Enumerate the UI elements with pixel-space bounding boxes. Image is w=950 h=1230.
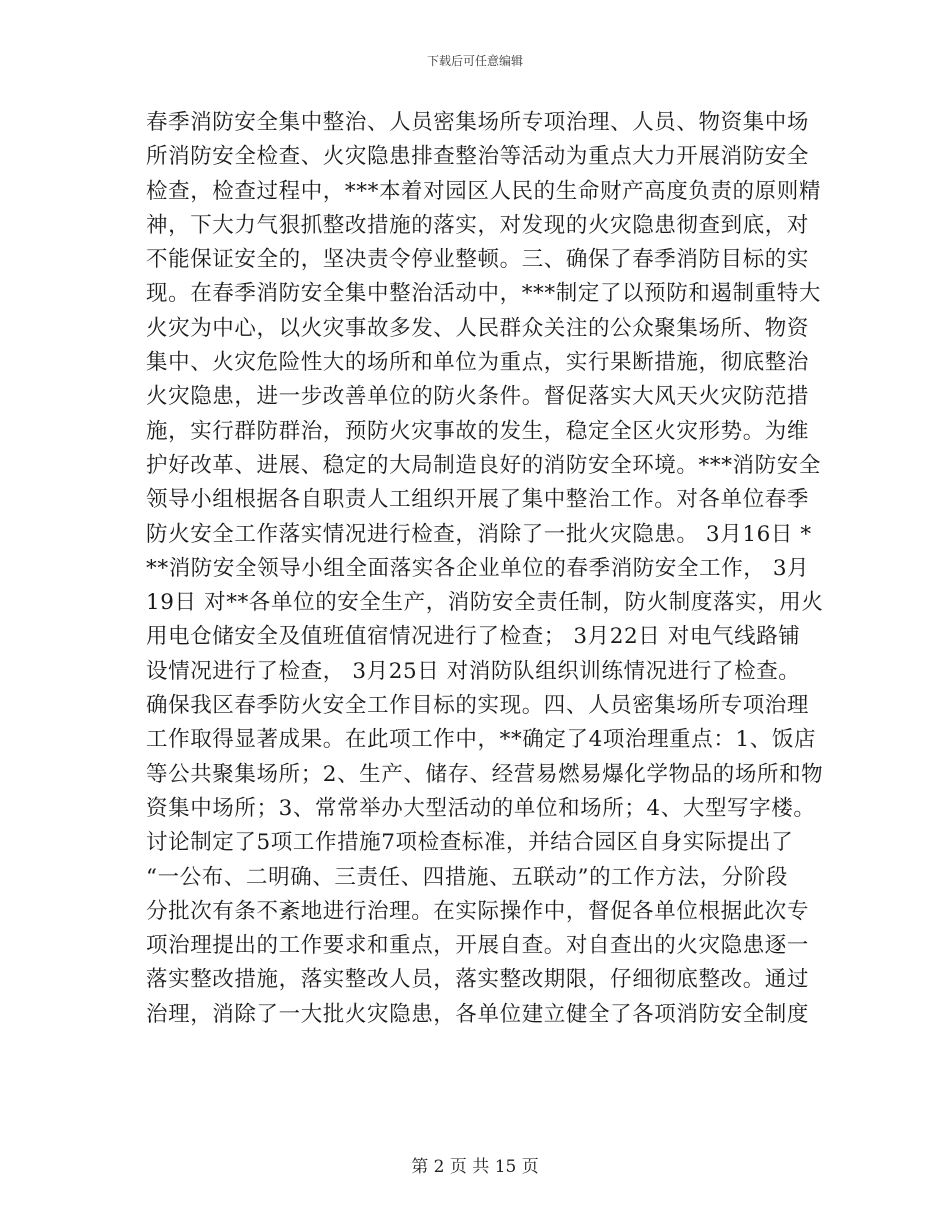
body-line-12: 领导小组根据各自职责人工组织开展了集中整治工作。对各单位春季 — [146, 487, 810, 513]
body-line-6: 现。在春季消防安全集中整治活动中，***制定了以预防和遏制重特大 — [146, 281, 821, 307]
body-line-16: 用电仓储安全及值班值宿情况进行了检查； 3月22日 对电气线路铺 — [146, 624, 801, 650]
body-line-10: 施，实行群防群治，预防火灾事故的发生，稳定全区火灾形势。为维 — [146, 418, 810, 444]
document-body — [146, 106, 824, 1032]
body-line-11: 护好改革、进展、稳定的大局制造良好的消防安全环境。***消防安全 — [146, 452, 821, 478]
body-line-26: 落实整改措施，落实整改人员，落实整改期限，仔细彻底整改。通过 — [146, 967, 810, 993]
body-line-5: 不能保证安全的，坚决责令停业整顿。三、确保了春季消防目标的实 — [146, 247, 810, 273]
body-line-22: 讨论制定了5项工作措施7项检查标准，并结合园区自身实际提出了 — [146, 830, 794, 856]
body-line-19: 工作取得显著成果。在此项工作中，**确定了4项治理重点：1、饭店 — [146, 727, 817, 753]
body-line-20: 等公共聚集场所；2、生产、储存、经营易燃易爆化学物品的场所和物 — [146, 761, 824, 787]
body-line-8: 集中、火灾危险性大的场所和单位为重点，实行果断措施，彻底整治 — [146, 350, 810, 376]
page-number-footer: 第 2 页 共 15 页 — [411, 1157, 539, 1177]
body-line-15: 19日 对**各单位的安全生产，消防安全责任制，防火制度落实，用火 — [146, 590, 824, 616]
body-line-21: 资集中场所；3、常常举办大型活动的单位和场所；4、大型写字楼。 — [146, 795, 816, 821]
body-line-27: 治理，消除了一大批火灾隐患，各单位建立健全了各项消防安全制度 — [146, 1001, 810, 1027]
body-line-9: 火灾隐患，进一步改善单位的防火条件。督促落实大风天火灾防范措 — [146, 384, 810, 410]
body-line-13: 防火安全工作落实情况进行检查，消除了一批火灾隐患。 3月16日 * — [146, 521, 812, 547]
body-line-17: 设情况进行了检查， 3月25日 对消防队组织训练情况进行了检查。 — [146, 658, 801, 684]
body-line-7: 火灾为中心，以火灾事故多发、人民群众关注的公众聚集场所、物资 — [146, 315, 810, 341]
body-line-4: 神，下大力气狠抓整改措施的落实，对发现的火灾隐患彻查到底，对 — [146, 212, 810, 238]
body-line-3: 检查，检查过程中，***本着对园区人民的生命财产高度负责的原则精 — [146, 178, 821, 204]
body-line-14: **消防安全领导小组全面落实各企业单位的春季消防安全工作， 3月 — [146, 555, 810, 581]
body-line-25: 项治理提出的工作要求和重点，开展自查。对自查出的火灾隐患逐一 — [146, 933, 810, 959]
body-line-18: 确保我区春季防火安全工作目标的实现。四、人员密集场所专项治理 — [146, 693, 810, 719]
body-line-23: “一公布、二明确、三责任、四措施、五联动”的工作方法，分阶段 — [146, 864, 788, 890]
body-line-24: 分批次有条不紊地进行治理。在实际操作中，督促各单位根据此次专 — [146, 898, 810, 924]
body-line-1: 春季消防安全集中整治、人员密集场所专项治理、人员、物资集中场 — [146, 110, 810, 135]
body-line-2: 所消防安全检查、火灾隐患排查整治等活动为重点大力开展消防安全 — [146, 144, 810, 170]
page-header-note: 下载后可任意编辑 — [426, 54, 523, 68]
